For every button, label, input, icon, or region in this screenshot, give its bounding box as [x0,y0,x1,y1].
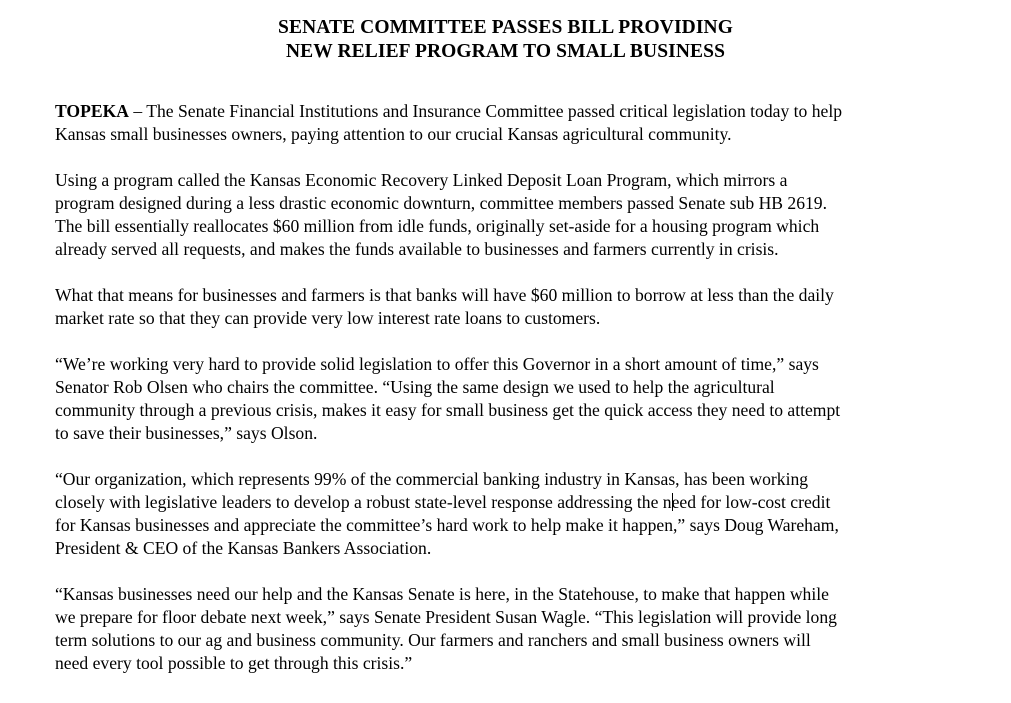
paragraph-5-line-2-text-b: eed for low-cost credit [671,492,831,512]
paragraph-6-line-1: “Kansas businesses need our help and the Kansas Senate is here, in the Statehouse, to make that happen while [55,584,829,604]
headline-line-1: SENATE COMMITTEE PASSES BILL PROVIDING [278,17,733,38]
paragraph-4 [55,353,985,445]
paragraph-5-line-2 [55,491,985,514]
paragraph-4-line-2: Senator Rob Olsen who chairs the committee. “Using the same design we used to help the agricultural [55,377,775,397]
paragraph-1-line-1 [55,100,985,123]
paragraph-2 [55,169,985,261]
paragraph-1-line-1-text: – The Senate Financial Institutions and Insurance Committee passed critical legislation today to help [128,101,843,121]
paragraph-3-line-1: What that means for businesses and farmers is that banks will have $60 million to borrow at less than the daily [55,285,834,305]
press-release-document [55,16,985,698]
paragraph-6-line-3: term solutions to our ag and business community. Our farmers and ranchers and small business owners will [55,630,811,650]
paragraph-5-line-2-text-a: closely with legislative leaders to develop a robust state-level response addressing the n [55,492,672,512]
paragraph-2-line-3: The bill essentially reallocates $60 million from idle funds, originally set-aside for a housing program which [55,216,820,236]
paragraph-2-line-4: already served all requests, and makes the funds available to businesses and farmers currently in crisis. [55,239,779,259]
paragraph-5-line-1: “Our organization, which represents 99% of the commercial banking industry in Kansas, has been working [55,469,809,489]
paragraph-4-line-4: to save their businesses,” says Olson. [55,423,318,443]
headline [0,16,1011,64]
headline-line-2: NEW RELIEF PROGRAM TO SMALL BUSINESS [285,41,726,62]
paragraph-2-line-1: Using a program called the Kansas Economic Recovery Linked Deposit Loan Program, which mirrors a [55,170,788,190]
dateline: TOPEKA [55,101,129,121]
paragraph-5 [55,468,985,560]
paragraph-1 [55,100,985,146]
paragraph-1-line-2: Kansas small businesses owners, paying attention to our crucial Kansas agricultural community. [55,124,732,144]
paragraph-4-line-1: “We’re working very hard to provide solid legislation to offer this Governor in a short amount of time,” says [55,354,819,374]
paragraph-5-line-4: President & CEO of the Kansas Bankers Association. [55,538,432,558]
paragraph-4-line-3: community through a previous crisis, makes it easy for small business get the quick access they need to attempt [55,400,841,420]
paragraph-3-line-2: market rate so that they can provide very low interest rate loans to customers. [55,308,601,328]
paragraph-6 [55,583,985,675]
paragraph-6-line-2: we prepare for floor debate next week,” says Senate President Susan Wagle. “This legislation will provide long [55,607,837,627]
paragraph-3 [55,284,985,330]
paragraph-2-line-2: program designed during a less drastic economic downturn, committee members passed Senate sub HB 2619. [55,193,827,213]
paragraph-6-line-4: need every tool possible to get through this crisis.” [55,653,413,673]
paragraph-5-line-3: for Kansas businesses and appreciate the committee’s hard work to help make it happen,” says Doug Wareham, [55,515,839,535]
